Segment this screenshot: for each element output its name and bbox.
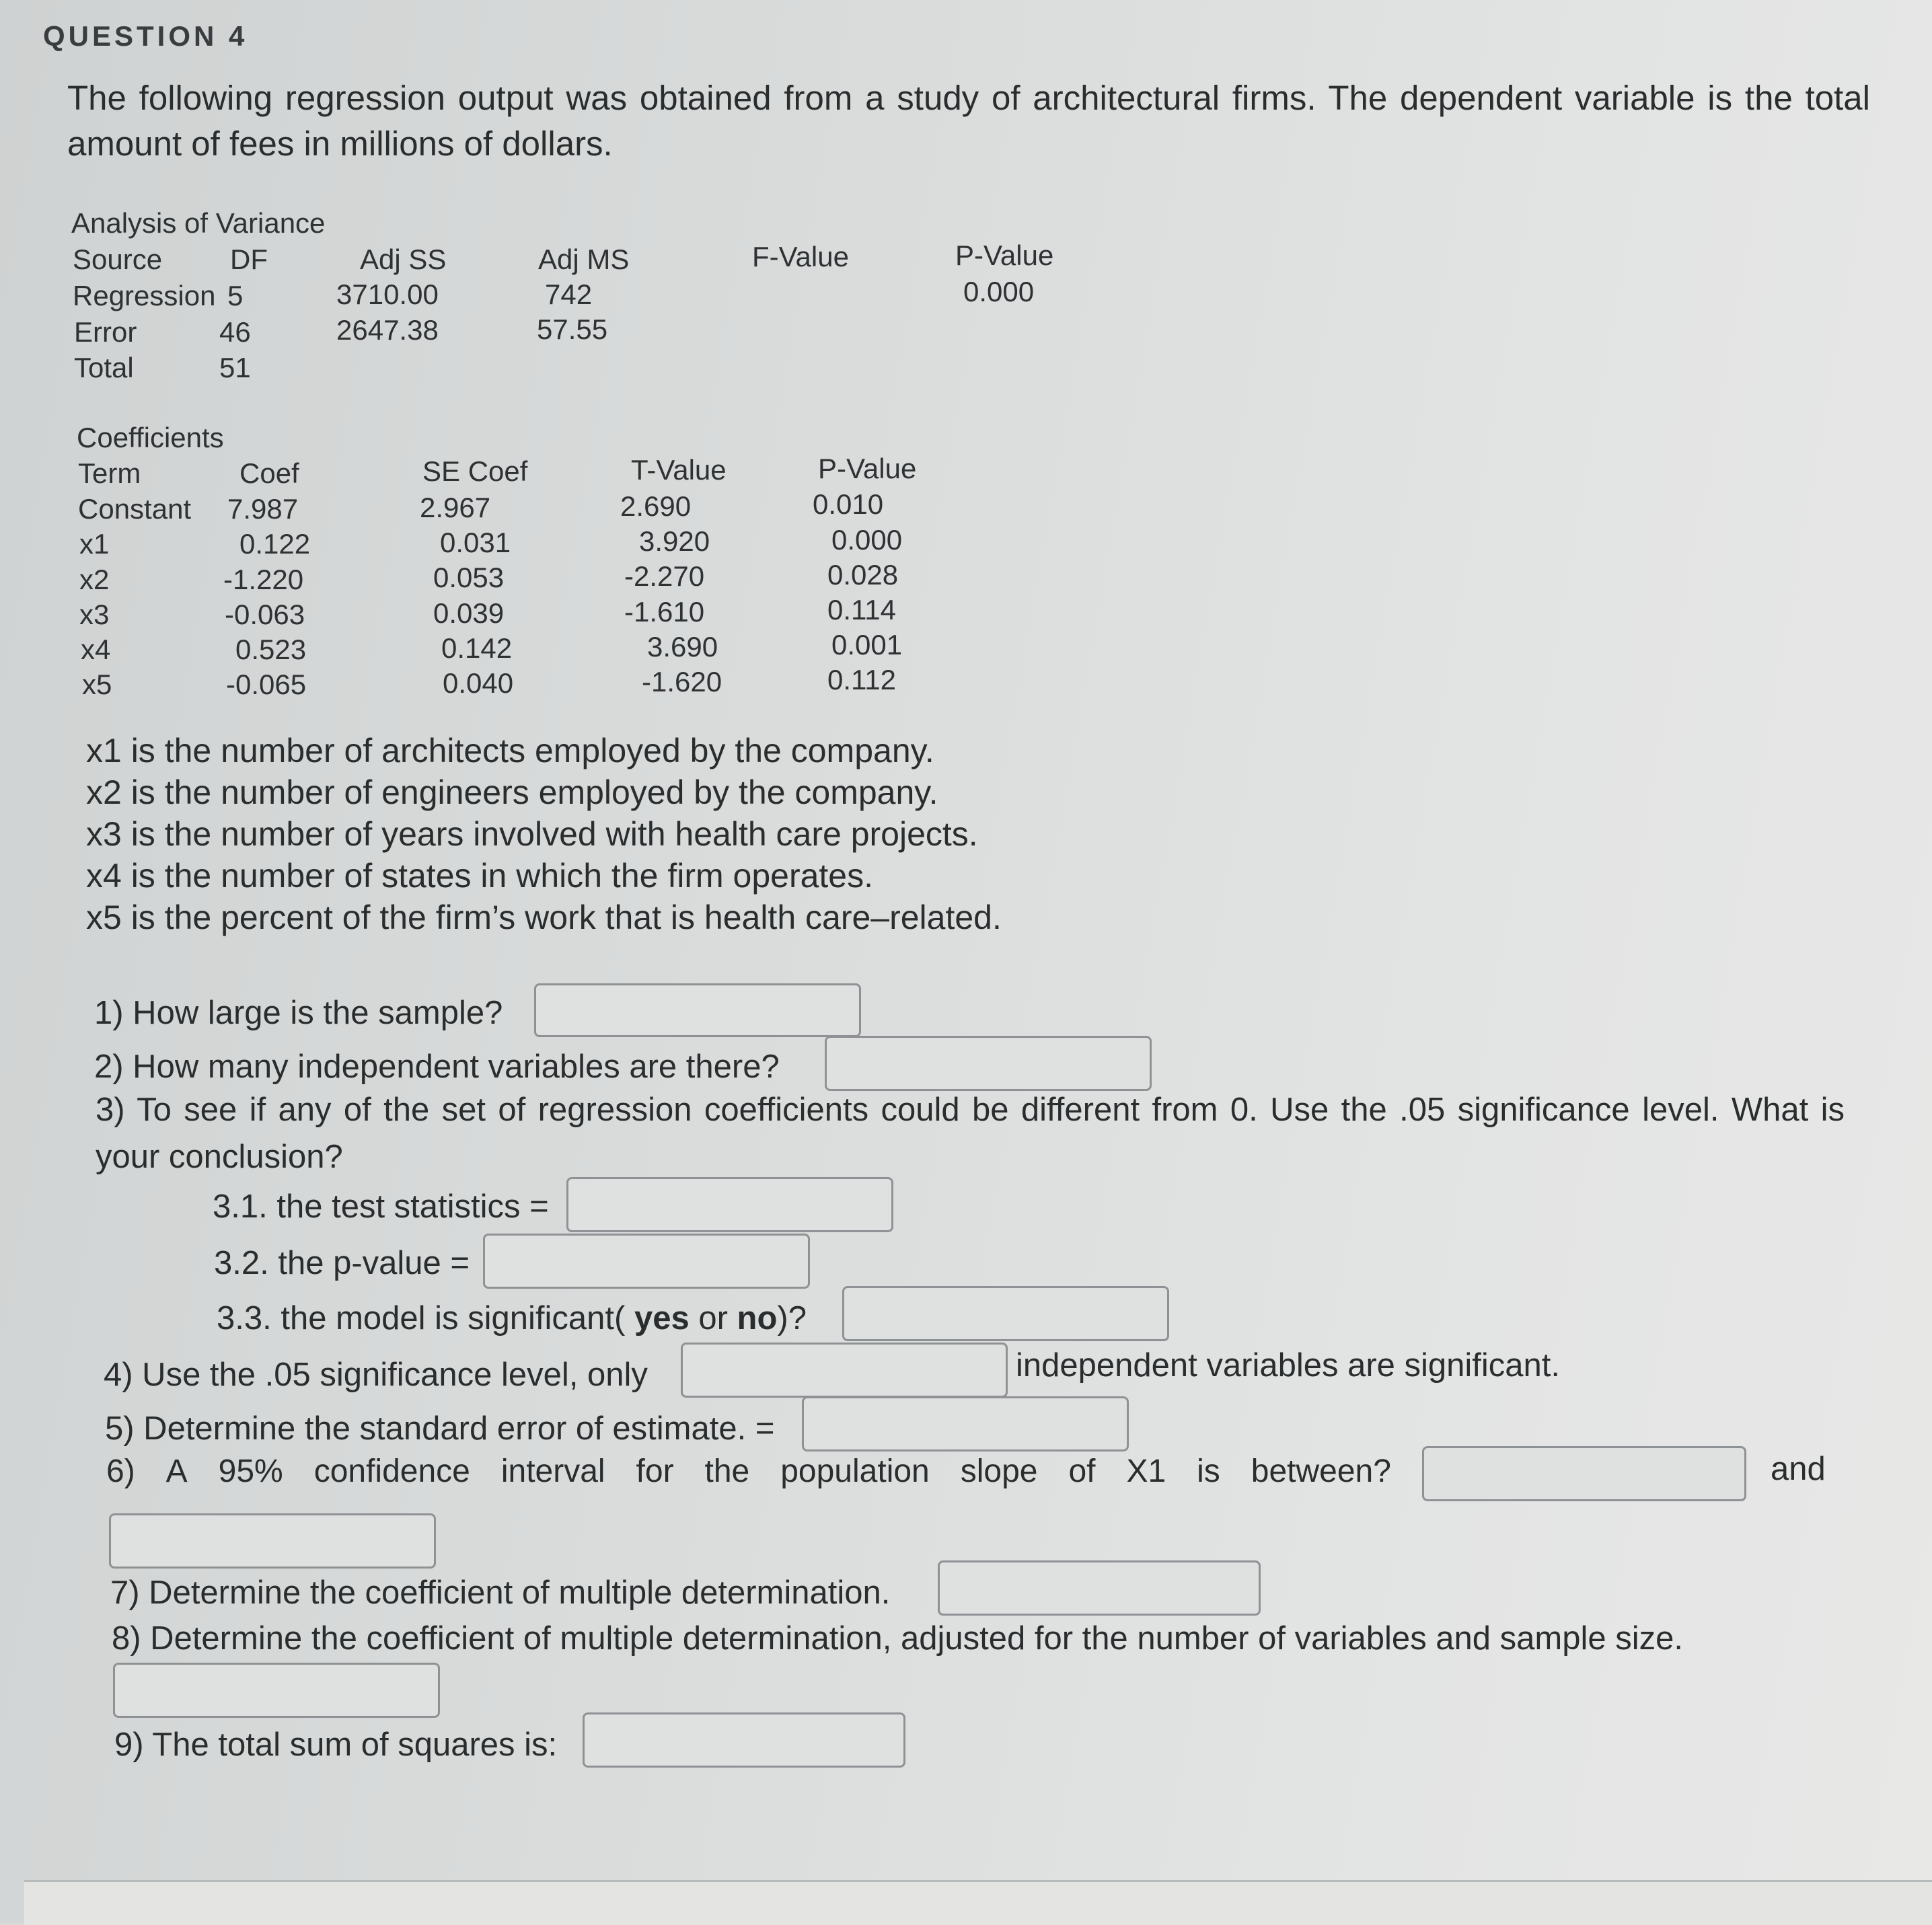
coef-se: 2.967 xyxy=(420,492,491,523)
question-6-word: X1 xyxy=(1126,1454,1166,1489)
coef-value: -0.065 xyxy=(226,669,307,700)
bottom-divider xyxy=(24,1880,1932,1925)
anova-row-source: Regression xyxy=(73,280,216,311)
definition-line: x2 is the number of engineers employed by the company. xyxy=(86,773,938,811)
coef-header-secoef: SE Coef xyxy=(422,455,528,487)
answer-4-input[interactable] xyxy=(681,1343,1008,1398)
coef-t: -1.610 xyxy=(624,596,705,628)
question-3-3 xyxy=(217,1299,807,1337)
coef-term: x2 xyxy=(79,564,110,595)
coef-term: x5 xyxy=(82,669,112,700)
question-6-word: is xyxy=(1197,1454,1220,1489)
question-4-suffix: independent variables are significant. xyxy=(1016,1347,1561,1384)
anova-row-ms: 742 xyxy=(545,278,593,310)
coef-value: -0.063 xyxy=(225,599,305,630)
coef-t: 2.690 xyxy=(620,490,692,522)
question-5: 5) Determine the standard error of estimate. = xyxy=(105,1410,775,1447)
answer-6-lower-input[interactable] xyxy=(1422,1446,1746,1501)
anova-row-p: 0.000 xyxy=(963,276,1035,307)
question-6-word: confidence xyxy=(313,1454,470,1489)
coef-t: 3.690 xyxy=(647,631,718,663)
coef-p: 0.010 xyxy=(813,488,884,520)
coef-term: Constant xyxy=(78,493,192,525)
answer-7-input[interactable] xyxy=(938,1560,1261,1616)
question-2: 2) How many independent variables are there? xyxy=(94,1049,780,1085)
question-6-word: for xyxy=(636,1454,674,1489)
coef-term: x3 xyxy=(79,599,110,630)
coef-p: 0.000 xyxy=(831,524,903,556)
option-no-label: no xyxy=(737,1300,778,1336)
question-3-1: 3.1. the test statistics = xyxy=(213,1188,549,1225)
question-6-word: A xyxy=(165,1454,188,1489)
coef-se: 0.040 xyxy=(443,667,514,699)
coef-se: 0.053 xyxy=(433,562,505,593)
answer-1-input[interactable] xyxy=(534,983,861,1037)
anova-header-adjss: Adj SS xyxy=(360,243,447,275)
coef-term: x4 xyxy=(81,634,111,665)
question-8: 8) Determine the coefficient of multiple determination, adjusted for the number of variables and sample size. xyxy=(112,1620,1683,1657)
definition-line: x5 is the percent of the firm’s work that is health care–related. xyxy=(86,899,1002,936)
coef-se: 0.031 xyxy=(440,527,511,558)
anova-row-source: Error xyxy=(74,316,137,348)
answer-3-3-input[interactable] xyxy=(842,1286,1169,1341)
answer-3-1-input[interactable] xyxy=(566,1177,893,1232)
anova-row-df: 51 xyxy=(219,352,251,383)
coef-p: 0.114 xyxy=(827,594,896,626)
answer-5-input[interactable] xyxy=(802,1396,1129,1451)
intro-text: The following regression output was obtained from a study of architectural firms. The dependent variable is the total amount of fees in millions of dollars. xyxy=(67,79,1870,163)
coef-header-tvalue: T-Value xyxy=(631,454,727,486)
answer-6-upper-input[interactable] xyxy=(109,1513,436,1569)
coef-p: 0.112 xyxy=(827,664,896,695)
anova-header-fvalue: F-Value xyxy=(752,241,849,272)
question-6-word: population xyxy=(780,1454,930,1489)
question-6-word: between? xyxy=(1251,1454,1391,1489)
coef-t: -2.270 xyxy=(624,560,705,592)
question-3-3-or: or xyxy=(689,1300,737,1336)
anova-header-pvalue: P-Value xyxy=(955,239,1054,271)
coef-term: x1 xyxy=(79,528,110,560)
coef-p: 0.028 xyxy=(827,559,899,591)
question-6-word: interval xyxy=(500,1454,605,1489)
question-1: 1) How large is the sample? xyxy=(94,995,503,1031)
question-6-word: the xyxy=(704,1454,750,1489)
answer-2-input[interactable] xyxy=(825,1036,1152,1091)
coef-p: 0.001 xyxy=(831,629,903,660)
coef-value: -1.220 xyxy=(223,564,304,595)
coef-t: 3.920 xyxy=(639,525,710,557)
question-3-3-suffix: )? xyxy=(777,1300,807,1336)
coef-se: 0.142 xyxy=(441,632,513,664)
question-9: 9) The total sum of squares is: xyxy=(114,1727,558,1763)
anova-header-df: DF xyxy=(230,243,268,275)
answer-8-input[interactable] xyxy=(113,1663,440,1718)
question-3-2: 3.2. the p-value = xyxy=(214,1245,470,1281)
coef-header-pvalue: P-Value xyxy=(818,453,917,484)
anova-row-ss: 2647.38 xyxy=(336,314,439,346)
anova-row-source: Total xyxy=(74,352,134,383)
definition-line: x3 is the number of years involved with health care projects. xyxy=(86,815,978,853)
definition-line: x4 is the number of states in which the firm operates. xyxy=(86,857,873,895)
coef-header-term: Term xyxy=(78,457,141,489)
coef-header-coef: Coef xyxy=(239,457,299,489)
question-7: 7) Determine the coefficient of multiple determination. xyxy=(110,1575,891,1611)
question-4-prefix: 4) Use the .05 significance level, only xyxy=(104,1357,648,1393)
question-6 xyxy=(106,1453,1391,1490)
coef-se: 0.039 xyxy=(433,597,505,629)
variable-definitions xyxy=(86,730,1002,938)
coef-value: 0.122 xyxy=(239,528,311,560)
question-6-word: 95% xyxy=(218,1454,283,1489)
anova-row-ms: 57.55 xyxy=(537,313,608,345)
anova-title: Analysis of Variance xyxy=(71,207,326,239)
coef-title: Coefficients xyxy=(77,422,224,453)
question-6-word: slope xyxy=(960,1454,1038,1489)
coef-value: 7.987 xyxy=(227,493,299,525)
question-heading: QUESTION 4 xyxy=(43,20,248,52)
question-3-3-prefix: 3.3. the model is significant( xyxy=(217,1300,634,1336)
question-6-and: and xyxy=(1771,1451,1826,1487)
question-6-word: of xyxy=(1068,1454,1096,1489)
anova-row-df: 5 xyxy=(227,280,244,311)
anova-row-df: 46 xyxy=(219,316,251,348)
definition-line: x1 is the number of architects employed by the company. xyxy=(86,732,934,769)
answer-3-2-input[interactable] xyxy=(483,1234,810,1289)
coef-t: -1.620 xyxy=(642,666,722,697)
anova-header-source: Source xyxy=(73,243,163,275)
question-3: 3) To see if any of the set of regression coefficients could be different from 0. Use the .05 significance level. What is your conclusion? xyxy=(96,1092,1845,1175)
coef-value: 0.523 xyxy=(235,634,307,665)
question-6-word: 6) xyxy=(106,1454,135,1489)
anova-row-ss: 3710.00 xyxy=(336,278,439,310)
option-yes-label: yes xyxy=(634,1300,690,1336)
answer-9-input[interactable] xyxy=(583,1712,905,1768)
anova-header-adjms: Adj MS xyxy=(538,243,630,275)
